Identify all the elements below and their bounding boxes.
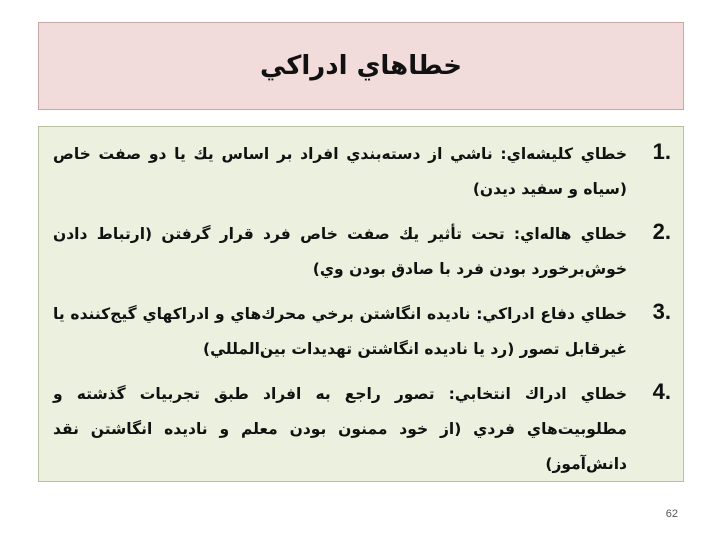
list-item [53,137,671,207]
slide-content-box [38,126,684,482]
list-item-text: خطاي ادراك انتخابي: تصور راجع به افراد طبق تجربيات گذشته و مطلوبيت‌هاي فردي (از خود ممنون بودن معلم و ناديده انگاشتن نقد دانش‌آموز) [53,385,627,473]
list-item [53,297,671,367]
list-item-number: 3. [652,299,671,324]
list-item [53,217,671,287]
list-item [53,377,671,482]
slide-title: خطاهاي ادراكي [259,51,463,81]
list-item-number: 2. [652,219,671,244]
list-item-number: 4. [652,379,671,404]
page-number: 62 [665,508,678,520]
list-item-text: خطاي دفاع ادراكي: ناديده انگاشتن برخي محرك‌هاي و ادراكهاي گيج‌كننده يا غيرقابل تصور (رد يا ناديده انگاشتن تهديدات بين‌المللي) [53,305,627,358]
list-item-text: خطاي كليشه‌اي: ناشي از دسته‌بندي افراد بر اساس يك يا دو صفت خاص (سياه و سفيد ديدن) [53,145,627,198]
list-item-text: خطاي هاله‌اي: تحت تأثير يك صفت خاص فرد قرار گرفتن (ارتباط دادن خوش‌برخورد بودن فرد با صادق بودن وي) [53,225,627,278]
slide-title-box [38,22,684,110]
list-item-number: 1. [652,139,671,164]
